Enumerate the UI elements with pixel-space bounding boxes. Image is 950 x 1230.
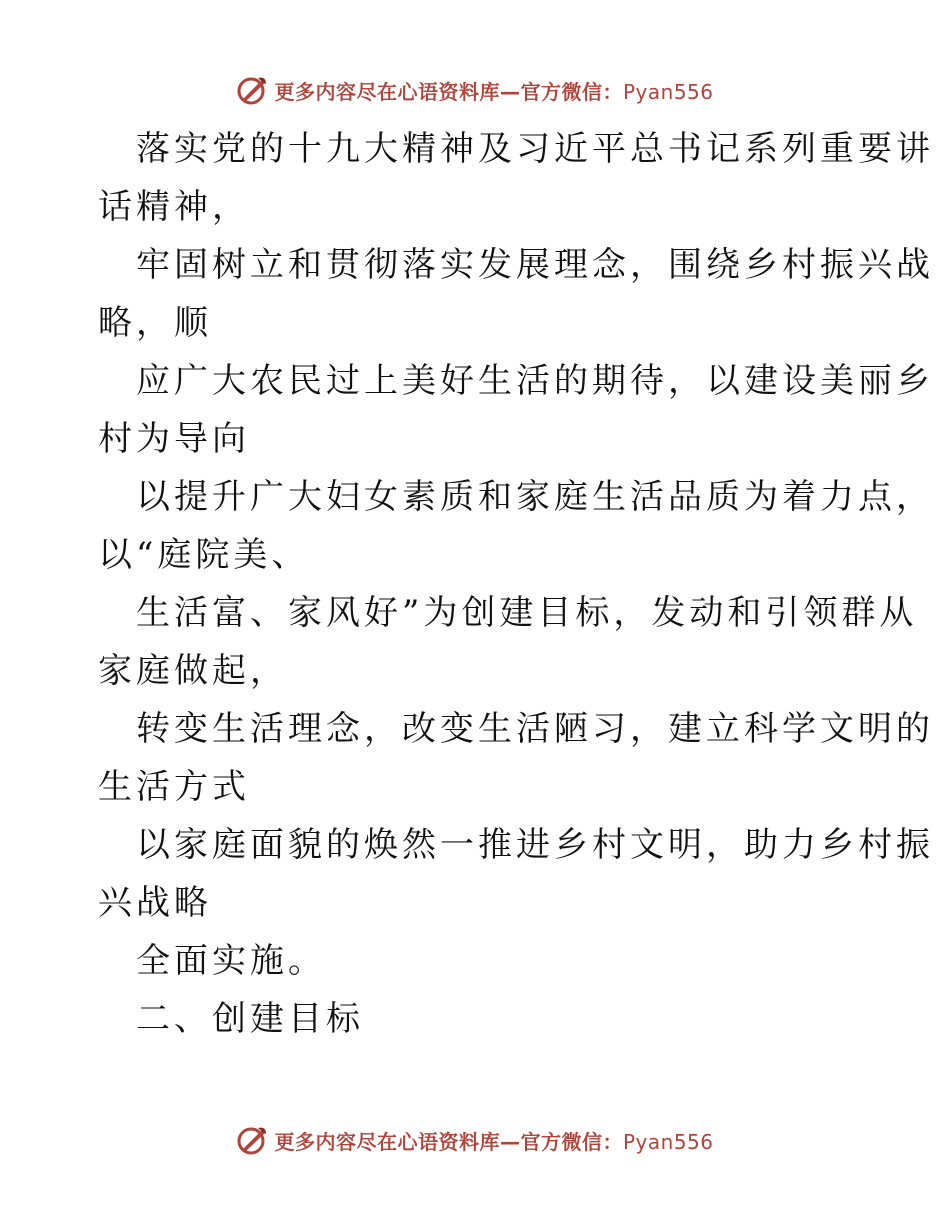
watermark-text: 更多内容尽在心语资料库—官方微信：Pyan556 <box>274 1129 714 1154</box>
text-line: 以提升广大妇女素质和家庭生活品质为着力点， <box>136 477 934 517</box>
text-line: 生活富、家风好”为创建目标，发动和引领群从 <box>136 593 918 633</box>
text-line: 家庭做起， <box>98 651 288 691</box>
text-line: 生活方式 <box>98 767 250 807</box>
text-line: 话精神， <box>98 187 250 227</box>
document-body <box>98 120 934 1048</box>
header-watermark <box>0 70 950 110</box>
footer-watermark <box>0 1120 950 1160</box>
section-heading: 二、创建目标 <box>136 999 364 1039</box>
text-line: 略，顺 <box>98 303 212 343</box>
quill-logo-icon <box>236 1124 268 1156</box>
text-line: 以“庭院美、 <box>98 535 310 575</box>
quill-logo-icon <box>236 74 268 106</box>
watermark-text: 更多内容尽在心语资料库—官方微信：Pyan556 <box>274 79 714 104</box>
text-line: 应广大农民过上美好生活的期待，以建设美丽乡 <box>136 361 934 401</box>
text-line: 牢固树立和贯彻落实发展理念，围绕乡村振兴战 <box>136 245 934 285</box>
text-line: 落实党的十九大精神及习近平总书记系列重要讲 <box>136 129 934 169</box>
text-line: 全面实施。 <box>136 941 326 981</box>
text-line: 以家庭面貌的焕然一推进乡村文明，助力乡村振 <box>136 825 934 865</box>
text-line: 村为导向 <box>98 419 250 459</box>
text-line: 兴战略 <box>98 883 212 923</box>
text-line: 转变生活理念，改变生活陋习，建立科学文明的 <box>136 709 934 749</box>
